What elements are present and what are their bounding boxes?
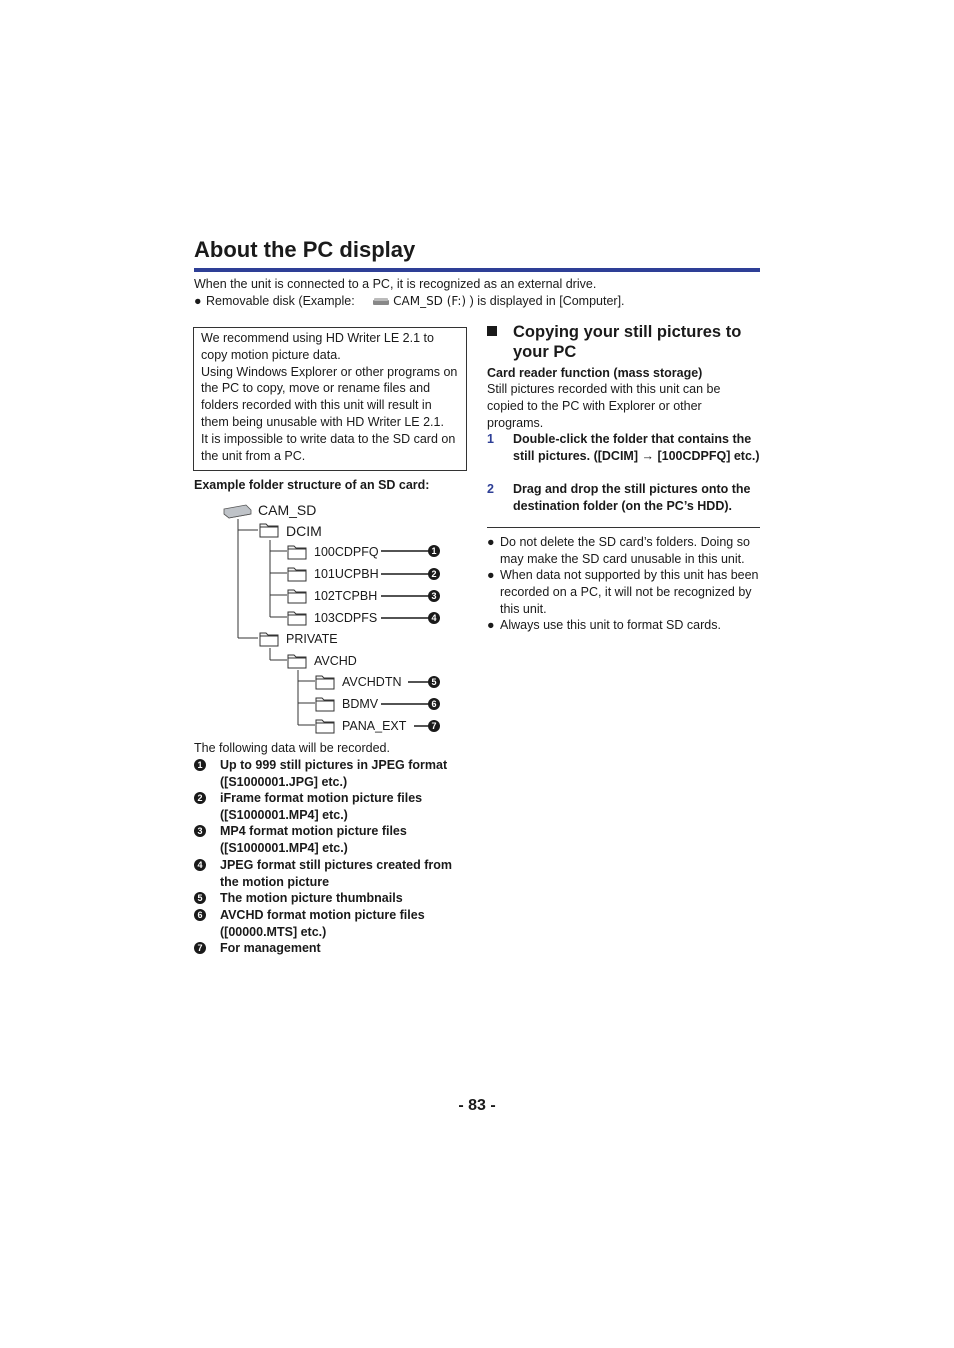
list-item: 5 The motion picture thumbnails	[194, 890, 474, 907]
folder-icon	[287, 543, 307, 560]
tree-avchd-label: AVCHD	[314, 654, 357, 668]
section-heading	[487, 322, 762, 362]
intro-bullet-suffix: ) is displayed in [Computer].	[469, 294, 625, 308]
folder-icon	[287, 652, 307, 669]
tree-100cdpfq-label: 100CDPFQ	[314, 545, 379, 559]
note-item: ● Do not delete the SD card’s folders. Doing so may make the SD card unusable in this unit.	[487, 535, 750, 566]
tree-101ucpbh-label: 101UCPBH	[314, 567, 379, 581]
list-item: 4 JPEG format still pictures created from the motion picture	[194, 857, 474, 891]
folder-icon	[315, 695, 335, 712]
marker-6: 6	[194, 909, 206, 921]
step-number: 2	[487, 482, 494, 496]
note-item: ● Always use this unit to format SD cards.	[487, 618, 721, 632]
marker-2: 2	[428, 568, 440, 580]
page-number: - 83 -	[458, 1097, 496, 1114]
intro-text: When the unit is connected to a PC, it is recognized as an external drive.	[194, 277, 597, 291]
intro-bullet-prefix: Removable disk (Example:	[206, 294, 355, 308]
folder-icon	[315, 717, 335, 734]
folder-icon	[287, 565, 307, 582]
marker-3: 3	[194, 825, 206, 837]
page-title: About the PC display	[194, 237, 416, 262]
bullet-icon: ●	[194, 294, 202, 308]
list-item: 1 Up to 999 still pictures in JPEG format ([S1000001.JPG] etc.)	[194, 757, 474, 791]
folder-icon	[259, 630, 279, 647]
list-item: 7 For management	[194, 940, 474, 957]
tree-103cdpfs-label: 103CDPFS	[314, 611, 378, 625]
marker-4: 4	[194, 859, 206, 871]
step-1	[487, 431, 762, 465]
marker-2: 2	[194, 792, 206, 804]
section-title: Copying your still pictures to your PC	[513, 323, 742, 361]
folder-icon	[287, 587, 307, 604]
marker-7: 7	[194, 942, 206, 954]
tree-bdmv-label: BDMV	[342, 697, 379, 711]
notice-text: We recommend using HD Writer LE 2.1 to copy motion picture data. Using Windows Explorer or other programs on the PC to copy, move or rename files and folders recorded with this unit will result in them being unusable with HD Writer LE 2.1. It is impossible to write data to the SD card on the unit from a PC.	[201, 331, 458, 463]
marker-7: 7	[428, 720, 440, 732]
note-item: ● When data not supported by this unit has been recorded on a PC, it will not be recognized by this unit.	[487, 568, 759, 616]
recorded-intro: The following data will be recorded.	[194, 741, 390, 755]
tree-dcim-label: DCIM	[286, 523, 322, 539]
tree-private-label: PRIVATE	[286, 632, 338, 646]
folder-icon	[315, 673, 335, 690]
square-bullet-icon	[487, 326, 497, 336]
body-text: Still pictures recorded with this unit can be copied to the PC with Explorer or other programs.	[487, 382, 721, 430]
step-text: Double-click the folder that contains the still pictures. ([DCIM] → [100CDPFQ] etc.)	[513, 432, 760, 463]
list-item: 2 iFrame format motion picture files ([S1000001.MP4] etc.)	[194, 790, 474, 824]
sd-card-icon	[224, 505, 251, 518]
drive-label: CAM_SD (F:)	[393, 294, 467, 308]
list-item: 3 MP4 format motion picture files ([S1000001.MP4] etc.)	[194, 823, 474, 857]
step-number: 1	[487, 432, 494, 446]
divider	[487, 527, 760, 528]
tree-avchdtn-label: AVCHDTN	[342, 675, 402, 689]
marker-4: 4	[428, 612, 440, 624]
marker-3: 3	[428, 590, 440, 602]
example-heading: Example folder structure of an SD card:	[194, 478, 430, 492]
tree-102tcpbh-label: 102TCPBH	[314, 589, 378, 603]
bullet-icon: ●	[487, 535, 495, 549]
marker-1: 1	[194, 759, 206, 771]
step-text: Drag and drop the still pictures onto the destination folder (on the PC’s HDD).	[513, 482, 751, 513]
folder-icon	[287, 609, 307, 626]
sub-heading: Card reader function (mass storage)	[487, 366, 703, 380]
marker-6: 6	[428, 698, 440, 710]
bullet-icon: ●	[487, 618, 495, 632]
bullet-icon: ●	[487, 568, 495, 582]
marker-5: 5	[194, 892, 206, 904]
list-item: 6 AVCHD format motion picture files ([00000.MTS] etc.)	[194, 907, 474, 941]
step-2	[487, 481, 762, 515]
folder-icon	[259, 521, 279, 538]
tree-root-label: CAM_SD	[258, 502, 317, 518]
marker-5: 5	[428, 676, 440, 688]
marker-1: 1	[428, 545, 440, 557]
tree-pana-ext-label: PANA_EXT	[342, 719, 407, 733]
